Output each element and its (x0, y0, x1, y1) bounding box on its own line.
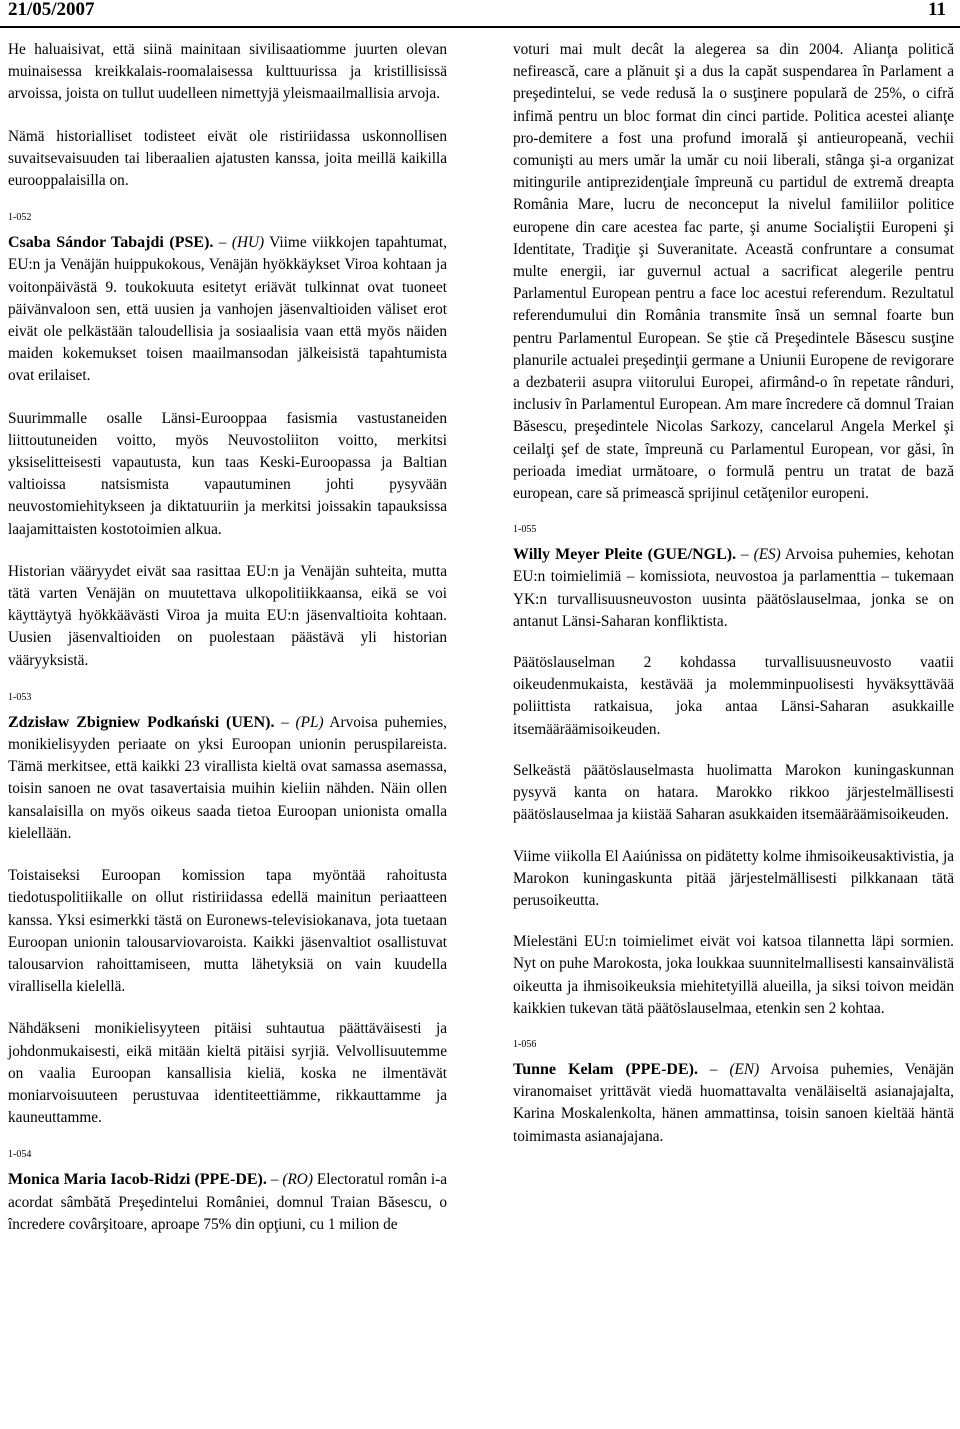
paragraph: Viime viikolla El Aaiúnissa on pidätetty kolme ihmisoikeusaktivistia, ja Marokon kuningaskunta pitää järjestelmällisesti pilkkanaan tätä perusoikeutta. (513, 847, 954, 909)
left-column (8, 39, 447, 1256)
paragraph: Päätöslauselman 2 kohdassa turvallisuusneuvosto vaatii oikeudenmukaista, kestävää ja molemminpuolisesti hyväksyttävää poliittista ratkaisua, joka antaa Länsi-Saharan asukkaille itsemääräämisoikeuden. (513, 654, 954, 738)
item-number: 1-054 (8, 1149, 32, 1161)
language-tag: (PL) (295, 713, 324, 731)
header-date: 21/05/2007 (8, 0, 95, 20)
paragraph: Historian vääryydet eivät saa rasittaa EU:n ja Venäjän suhteita, mutta tätä varten Venäjän on muutettava ulkopolitiikkaansa, eikä se voi käyttäytyä hyökkäävästi Viroa ja muita EU:n jäsenvaltioita kohtaan. Uusien jäsenvaltioiden on puolestaan päästävä yli historian vääryyksistä. (8, 562, 447, 669)
header-page-number: 11 (928, 0, 946, 20)
header-rule (0, 26, 960, 28)
speaker-name: Csaba Sándor Tabajdi (PSE). (8, 234, 214, 252)
speech: Willy Meyer Pleite (GUE/NGL). – (ES) Arvoisa puhemies, kehotan EU:n toimielimiä – komissiota, neuvostoa ja parlamenttia – tukemaan YK:n turvallisuusneuvoston uusinta päätöslauselmaa, jonka se on antanut Länsi-Saharan konfliktista. (513, 546, 955, 630)
item-number: 1-053 (8, 691, 32, 703)
paragraph: He haluaisivat, että siinä mainitaan sivilisaatiomme juurten olevan muinaisessa kreikkalais-roomalaisessa kulttuurissa ja kristillisissä arvoissa, joista on tullut uudelleen nimettyjä yleismaailmallisia arvoja. (8, 41, 447, 103)
right-column (513, 39, 954, 1167)
paragraph: Nähdäkseni monikielisyyteen pitäisi suhtautua päättäväisesti ja johdonmukaisesti, eikä mitään kieltä pitäisi syrjiä. Velvollisuutemme on vaalia Euroopan kansallisia kieliä, koska ne ilmentävät moniarvoisuuteen perustuvaa identiteettiämme, rikkauttamme ja kauneuttamme. (8, 1020, 447, 1127)
language-tag: (ES) (753, 546, 781, 564)
item-number: 1-055 (513, 524, 537, 536)
paragraph: Toistaiseksi Euroopan komission tapa myöntää rahoitusta tiedotuspolitiikalle on ollut ristiriidassa edellä mainitun periaatteen kanssa. Yksi esimerkki tästä on Euronews-televisiokanava, jota tuetaan Euroopan unionin talousarviovaroista. Kaikki jäsenvaltiot osallistuvat talousarvion rahoittamiseen, mutta lähetyksiä on vain kuudella virallisella kielellä. (8, 867, 447, 996)
paragraph: Selkeästä päätöslauselmasta huolimatta Marokon kuningaskunnan pysyvä kanta on hatara. Marokko rikkoo järjestelmällisesti päätöslauselmaa ja kiistää Saharan asukkaiden itsemääräämisoikeuden. (513, 761, 954, 824)
language-tag: (EN) (729, 1060, 760, 1078)
speech: Csaba Sándor Tabajdi (PSE). – (HU) Viime viikkojen tapahtumat, EU:n ja Venäjän huippukokous, Venäjän hyökkäykset Viroa kohtaan ja voitonpäivästä 9. toukokuuta esitetyt eriävät tulkinnat ovat tuoneet päivänvaloon sen, että uusien ja vanhojen jäsenvaltioiden väliset erot eivät ole pelkästään taloudellisia ja sosiaalisia vaan että myös näiden maiden kokemukset toisen maailmansodan jälkeisistä tapahtumista ovat erilaiset. (8, 234, 447, 385)
speaker-name: Zdzisław Zbigniew Podkański (UEN). (8, 713, 275, 731)
item-number: 1-052 (8, 212, 32, 224)
speech-text: Electoratul român i-a acordat sâmbătă Preşedintelui României, domnul Traian Băsescu, o încredere covârşitoare, aproape 75% din opţiuni, cu 1 milion de (8, 1171, 448, 1233)
speech-text: Arvoisa puhemies, kehotan EU:n toimielimiä – komissiota, neuvostoa ja parlamenttia – tukemaan YK:n turvallisuusneuvoston uusinta päätöslauselmaa, jonka se on antanut Länsi-Saharan konfliktista. (513, 546, 955, 630)
paragraph: Mielestäni EU:n toimielimet eivät voi katsoa tilannetta läpi sormien. Nyt on puhe Marokosta, joka loukkaa suunnitelmallisesti kansainvälistä oikeutta ja ihmisoikeuksia miehitetyillä alueilla, ja siksi toivon meidän kaikkien tukevan tätä päätöslauselmaa, etenkin sen 2 kohtaa. (513, 933, 954, 1017)
language-tag: (RO) (282, 1171, 313, 1189)
speech-text: Viime viikkojen tapahtumat, EU:n ja Venäjän huippukokous, Venäjän hyökkäykset Viroa kohtaan ja voitonpäivästä 9. toukokuuta esitetyt eriävät tulkinnat ovat tuoneet päivänvaloon sen, että uusien ja vanhojen jäsenvaltioiden väliset erot eivät ole pelkästään taloudellisia ja sosiaalisia vaan että myös näiden maiden kokemukset toisen maailmansodan jälkeisistä tapahtumista ovat erilaiset. (8, 234, 447, 385)
language-tag: (HU) (231, 234, 265, 252)
item-number: 1-056 (513, 1038, 537, 1050)
speech-text: Arvoisa puhemies, Venäjän viranomaiset yrittävät viedä huomattavalta venäläiseltä asianajajalta, Karina Moskalenkolta, hänen ammattinsa, toisin sanoen kieltää häntä toimimasta asianajajana. (513, 1060, 955, 1145)
paragraph: voturi mai mult decât la alegerea sa din 2004. Alianţa politică nefirească, care a plănuit şi a dus la capăt suspendarea în Parlament a preşedintelui, se vede redusă la o susţinere populară de 25%, o cifră infimă pentru un bloc format din cinci partide. Politica acestei alianţe pro-demitere a fost una profund imorală şi antieuropeană, vechii comunişti au mers umăr la umăr cu noii liberali, stânga şi-a organizat mitingurile antiprezidenţiale împreună cu partidul de extremă dreapta România Mare, lucru de neconceput la nivelul familiilor politice europene din care acestea fac parte, şi anume Socialiştii Europeni şi Identitate, Tradiţie şi Suveranitate. Această confruntare a consumat multe energii, iar guvernul actual a sacrificat alegerile pentru Parlamentul European pentru a face loc acestui referendum. Rezultatul referendumului din România transmite însă un semnal foarte bun pentru Parlamentul European. Se ştie că Preşedintele Băsescu susţine planurile actualei preşedinţii germane a Uniunii Europene de revigorare a dezbaterii asupra viitorului Europei, afirmând-o în repetate rânduri, inclusiv în Parlamentul European. Am mare încredere că domnul Traian Băsescu, preşedintele Nicolas Sarkozy, cancelarul Angela Merkel şi ceilalţi şef de state, împreună cu Parlamentul European, vor găsi, în perioada imediat următoare, o formulă pentru un tratat de bază european, care să primească sprijinul cetăţenilor europeni. (513, 41, 954, 503)
speech: Zdzisław Zbigniew Podkański (UEN). – (PL) Arvoisa puhemies, monikielisyyden periaate on yksi Euroopan unionin peruspilareista. Tämä merkitsee, että kaikki 23 virallista kieltä ovat samassa asemassa, toisin sanoen ne ovat tasavertaisia muihin kieliin nähden. Näin ollen kansalaisilla on myös oikeus saada tietoa Euroopan unionista omalla kielellään. (8, 713, 447, 842)
speech: Tunne Kelam (PPE-DE). – (EN) Arvoisa puhemies, Venäjän viranomaiset yrittävät viedä huomattavalta venäläiseltä asianajajalta, Karina Moskalenkolta, hänen ammattinsa, toisin sanoen kieltää häntä toimimasta asianajajana. (513, 1060, 955, 1145)
speaker-name: Tunne Kelam (PPE-DE). (513, 1060, 698, 1078)
paragraph: Nämä historialliset todisteet eivät ole ristiriidassa uskonnollisen suvaitsevaisuuden tai liberaalien ajatusten kanssa, joita meillä kaikilla eurooppalaisilla on. (8, 127, 447, 190)
speaker-name: Willy Meyer Pleite (GUE/NGL). (513, 546, 737, 564)
paragraph: Suurimmalle osalle Länsi-Eurooppaa fasismia vastustaneiden liittoutuneiden voitto, myös Neuvostoliiton voitto, merkitsi yksiselitteisesti vapautusta, kun taas Keski-Euroopassa ja Baltian valtioissa natsismista vapautuminen johti pysyvään neuvostomiehitykseen ja diktatuuriin ja merkitsi joissakin tapauksissa laajamittaisten kostotoimien alkua. (8, 409, 447, 538)
page-header (0, 0, 960, 24)
speech: Monica Maria Iacob-Ridzi (PPE-DE). – (RO) Electoratul român i-a acordat sâmbătă Preşedintelui României, domnul Traian Băsescu, o încredere covârşitoare, aproape 75% din opţiuni, cu 1 milion de (8, 1171, 448, 1233)
speaker-name: Monica Maria Iacob-Ridzi (PPE-DE). (8, 1171, 267, 1189)
speech-text: Arvoisa puhemies, monikielisyyden periaate on yksi Euroopan unionin peruspilareista. Tämä merkitsee, että kaikki 23 virallista kieltä ovat samassa asemassa, toisin sanoen ne ovat tasavertaisia muihin kieliin nähden. Näin ollen kansalaisilla on myös oikeus saada tietoa Euroopan unionista omalla kielellään. (8, 713, 447, 842)
